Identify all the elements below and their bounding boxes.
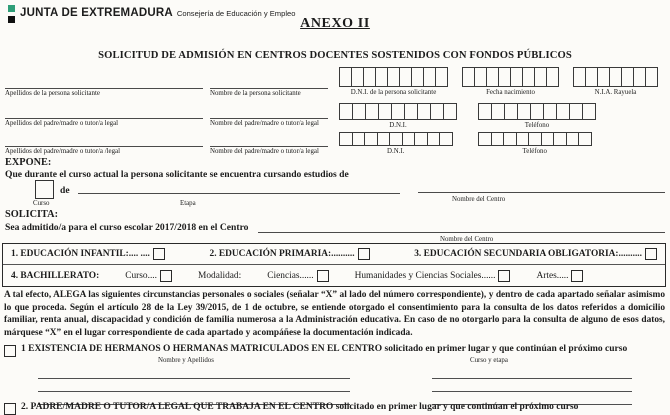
char-box[interactable] bbox=[478, 103, 492, 120]
current-centre-write-line[interactable] bbox=[418, 179, 665, 193]
green-square-icon bbox=[8, 5, 15, 12]
field-label: N.I.A. Rayuela bbox=[594, 89, 637, 96]
field-label: Fecha nacimiento bbox=[486, 89, 535, 96]
write-in-line[interactable] bbox=[38, 379, 350, 392]
char-box[interactable] bbox=[517, 103, 531, 120]
field-label: Apellidos del padre/madre o tutor/a legal bbox=[5, 120, 119, 127]
char-box[interactable] bbox=[339, 132, 353, 146]
char-box[interactable] bbox=[478, 132, 492, 146]
write-in-line[interactable] bbox=[432, 379, 632, 392]
level-option-label: 3. EDUCACIÓN SECUNDARIA OBLIGATORIA:.......... bbox=[414, 249, 642, 259]
char-box-row[interactable] bbox=[478, 103, 596, 120]
level-option bbox=[536, 270, 583, 282]
char-box[interactable] bbox=[443, 103, 457, 120]
birthdate-boxes[interactable] bbox=[462, 67, 559, 96]
annex-title: ANEXO II bbox=[300, 16, 370, 31]
org-department: Consejería de Educación y Empleo bbox=[176, 9, 296, 18]
level-option bbox=[11, 271, 99, 281]
checkbox[interactable] bbox=[160, 270, 172, 282]
char-box[interactable] bbox=[378, 103, 392, 120]
char-box[interactable] bbox=[365, 103, 379, 120]
level-option-label: Modalidad: bbox=[198, 270, 242, 281]
guardian1-phone-boxes[interactable] bbox=[478, 103, 596, 129]
alega-paragraph: A tal efecto, ALEGA las siguientes circunstancias personales o sociales (señalar “X” al lado del número correspondiente), y dentro de cada apartado señalar asimismo lo que proceda. Según el artículo 28 de la Ley 39/2015, de 1 de octubre, se entiende otorgado el consentimiento para la consulta de los datos referidos a domicilio familiar, renta anual, discapacidad y condición de familia numerosa a la Administración educativa. En caso de no otorgarlo para la consulta de alguno de esos datos, márquese “X” en el lugar correspondiente de cada apartado y acompáñese la documentación indicada. bbox=[4, 290, 665, 338]
level-option bbox=[355, 270, 511, 282]
field-label: D.N.I. bbox=[389, 122, 407, 129]
form-title: SOLICITUD DE ADMISIÓN EN CENTROS DOCENTES SOSTENIDOS CON FONDOS PÚBLICOS bbox=[98, 50, 572, 61]
checkbox[interactable] bbox=[317, 270, 329, 282]
org-name: JUNTA DE EXTREMADURA bbox=[20, 7, 173, 19]
field-label: Nombre de la persona solicitante bbox=[210, 90, 301, 97]
char-box[interactable] bbox=[404, 103, 418, 120]
level-option bbox=[414, 248, 657, 260]
section2-title-rest: solicitado en primer lugar y que continúan el próximo curso bbox=[333, 402, 579, 412]
char-box[interactable] bbox=[553, 132, 567, 146]
level-option bbox=[125, 270, 172, 282]
write-in-line[interactable] bbox=[432, 366, 632, 379]
write-line[interactable] bbox=[210, 134, 328, 147]
etapa-label: Etapa bbox=[180, 200, 196, 207]
level-option-label: Artes..... bbox=[536, 270, 569, 281]
guardian1-surname-field[interactable] bbox=[5, 106, 203, 127]
applicant-name-field[interactable] bbox=[210, 76, 328, 97]
char-box[interactable] bbox=[417, 103, 431, 120]
char-box[interactable] bbox=[530, 103, 544, 120]
level-option bbox=[198, 271, 241, 281]
char-box[interactable] bbox=[491, 132, 505, 146]
centre-name-label: Nombre del Centro bbox=[452, 196, 506, 203]
level-option-label: 2. EDUCACIÓN PRIMARIA:.......... bbox=[209, 249, 355, 259]
char-box[interactable] bbox=[569, 103, 583, 120]
write-line[interactable] bbox=[210, 106, 328, 119]
char-box[interactable] bbox=[546, 67, 559, 87]
centre-name-label: Nombre del Centro bbox=[440, 236, 494, 243]
char-box[interactable] bbox=[528, 132, 542, 146]
char-box-row[interactable] bbox=[462, 67, 559, 87]
levels-row-1 bbox=[3, 244, 665, 265]
write-line[interactable] bbox=[5, 134, 203, 147]
char-box[interactable] bbox=[504, 103, 518, 120]
de-label: de bbox=[60, 185, 70, 196]
level-option-label: 1. EDUCACIÓN INFANTIL:.... .... bbox=[11, 249, 150, 259]
level-option-label: Curso.... bbox=[125, 270, 157, 281]
checkbox[interactable] bbox=[358, 248, 370, 260]
char-box[interactable] bbox=[377, 132, 391, 146]
guardian1-name-field[interactable] bbox=[210, 106, 328, 127]
guardian2-dni-boxes[interactable] bbox=[339, 132, 453, 155]
expone-heading: EXPONE: bbox=[5, 157, 52, 168]
level-option-label: Ciencias...... bbox=[267, 270, 314, 281]
field-label: D.N.I. de la persona solicitante bbox=[350, 89, 437, 96]
char-box[interactable] bbox=[352, 132, 366, 146]
char-box[interactable] bbox=[430, 103, 444, 120]
field-label: D.N.I. bbox=[387, 148, 405, 155]
char-box[interactable] bbox=[414, 132, 428, 146]
write-in-line[interactable] bbox=[38, 366, 350, 379]
field-label: Teléfono bbox=[524, 122, 550, 129]
checkbox[interactable] bbox=[498, 270, 510, 282]
char-box[interactable] bbox=[491, 103, 505, 120]
char-box[interactable] bbox=[645, 67, 658, 87]
etapa-write-line[interactable] bbox=[78, 180, 400, 194]
guardian2-surname-field[interactable] bbox=[5, 134, 203, 155]
level-option bbox=[11, 248, 165, 260]
char-box-row[interactable] bbox=[478, 132, 592, 146]
char-box[interactable] bbox=[543, 103, 557, 120]
solicita-statement: Sea admitido/a para el curso escolar 2017/2018 en el Centro bbox=[5, 222, 249, 233]
char-box[interactable] bbox=[516, 132, 530, 146]
names-column-label: Nombre y Apellidos bbox=[158, 357, 214, 364]
field-label: Nombre del padre/madre o tutor/a legal bbox=[210, 120, 319, 127]
char-box[interactable] bbox=[391, 103, 405, 120]
curso-box[interactable] bbox=[35, 180, 54, 199]
solicita-heading: SOLICITA: bbox=[5, 209, 59, 220]
expone-statement: Que durante el curso actual la persona solicitante se encuentra cursando estudios de bbox=[5, 169, 349, 180]
section1-checkbox[interactable] bbox=[4, 345, 16, 357]
levels-row-2 bbox=[3, 265, 665, 286]
field-label: Apellidos del padre/madre o tutor/a /legal bbox=[5, 148, 120, 155]
char-box[interactable] bbox=[435, 67, 448, 87]
char-box[interactable] bbox=[439, 132, 453, 146]
guardian2-phone-boxes[interactable] bbox=[478, 132, 592, 155]
nia-rayuela-boxes[interactable] bbox=[573, 67, 658, 96]
level-option-label: Humanidades y Ciencias Sociales...... bbox=[354, 270, 496, 281]
char-box[interactable] bbox=[339, 103, 353, 120]
char-box[interactable] bbox=[541, 132, 555, 146]
char-box[interactable] bbox=[503, 132, 517, 146]
checkbox[interactable] bbox=[645, 248, 657, 260]
char-box-row[interactable] bbox=[339, 67, 448, 87]
char-box[interactable] bbox=[582, 103, 596, 120]
section2-checkbox[interactable] bbox=[4, 403, 16, 415]
field-label: Nombre del padre/madre o tutor/a legal bbox=[210, 148, 319, 155]
write-line[interactable] bbox=[5, 76, 203, 89]
sibling-names-lines bbox=[38, 366, 350, 405]
char-box[interactable] bbox=[556, 103, 570, 120]
section-parent-works bbox=[4, 402, 666, 415]
section1-title bbox=[21, 344, 627, 354]
requested-centre-write-line[interactable] bbox=[258, 221, 665, 233]
char-box[interactable] bbox=[427, 132, 441, 146]
course-column-label: Curso y etapa bbox=[470, 357, 508, 364]
level-option bbox=[210, 248, 370, 260]
section2-title bbox=[21, 402, 578, 412]
section1-title-rest: solicitado en primer lugar y que continúan el próximo curso bbox=[382, 344, 628, 354]
solicita-row bbox=[5, 221, 665, 233]
char-box[interactable] bbox=[402, 132, 416, 146]
applicant-dni-boxes[interactable] bbox=[339, 67, 448, 96]
education-levels-box bbox=[2, 243, 666, 287]
char-box[interactable] bbox=[389, 132, 403, 146]
char-box[interactable] bbox=[364, 132, 378, 146]
guardian2-name-field[interactable] bbox=[210, 134, 328, 155]
applicant-surname-field[interactable] bbox=[5, 76, 203, 97]
sibling-course-lines bbox=[432, 366, 632, 405]
level-option bbox=[267, 270, 328, 282]
field-label: Teléfono bbox=[522, 148, 547, 155]
level-option-label: 4. BACHILLERATO: bbox=[11, 270, 100, 281]
section2-title-main: 2. PADRE/MADRE O TUTOR/A LEGAL QUE TRABAJA EN EL CENTRO bbox=[21, 402, 334, 412]
checkbox[interactable] bbox=[153, 248, 165, 260]
char-box[interactable] bbox=[578, 132, 592, 146]
checkbox[interactable] bbox=[571, 270, 583, 282]
section1-title-main: 1 EXISTENCIA DE HERMANOS O HERMANAS MATRICULADOS EN EL CENTRO bbox=[21, 344, 383, 354]
write-line[interactable] bbox=[210, 76, 328, 89]
section-siblings bbox=[4, 344, 666, 357]
char-box-row[interactable] bbox=[339, 103, 457, 120]
field-label: Apellidos de la persona solicitante bbox=[5, 90, 100, 97]
char-box-row[interactable] bbox=[339, 132, 453, 146]
char-box-row[interactable] bbox=[573, 67, 658, 87]
char-box[interactable] bbox=[352, 103, 366, 120]
char-box[interactable] bbox=[566, 132, 580, 146]
curso-label: Curso bbox=[33, 200, 50, 207]
guardian1-dni-boxes[interactable] bbox=[339, 103, 457, 129]
write-line[interactable] bbox=[5, 106, 203, 119]
